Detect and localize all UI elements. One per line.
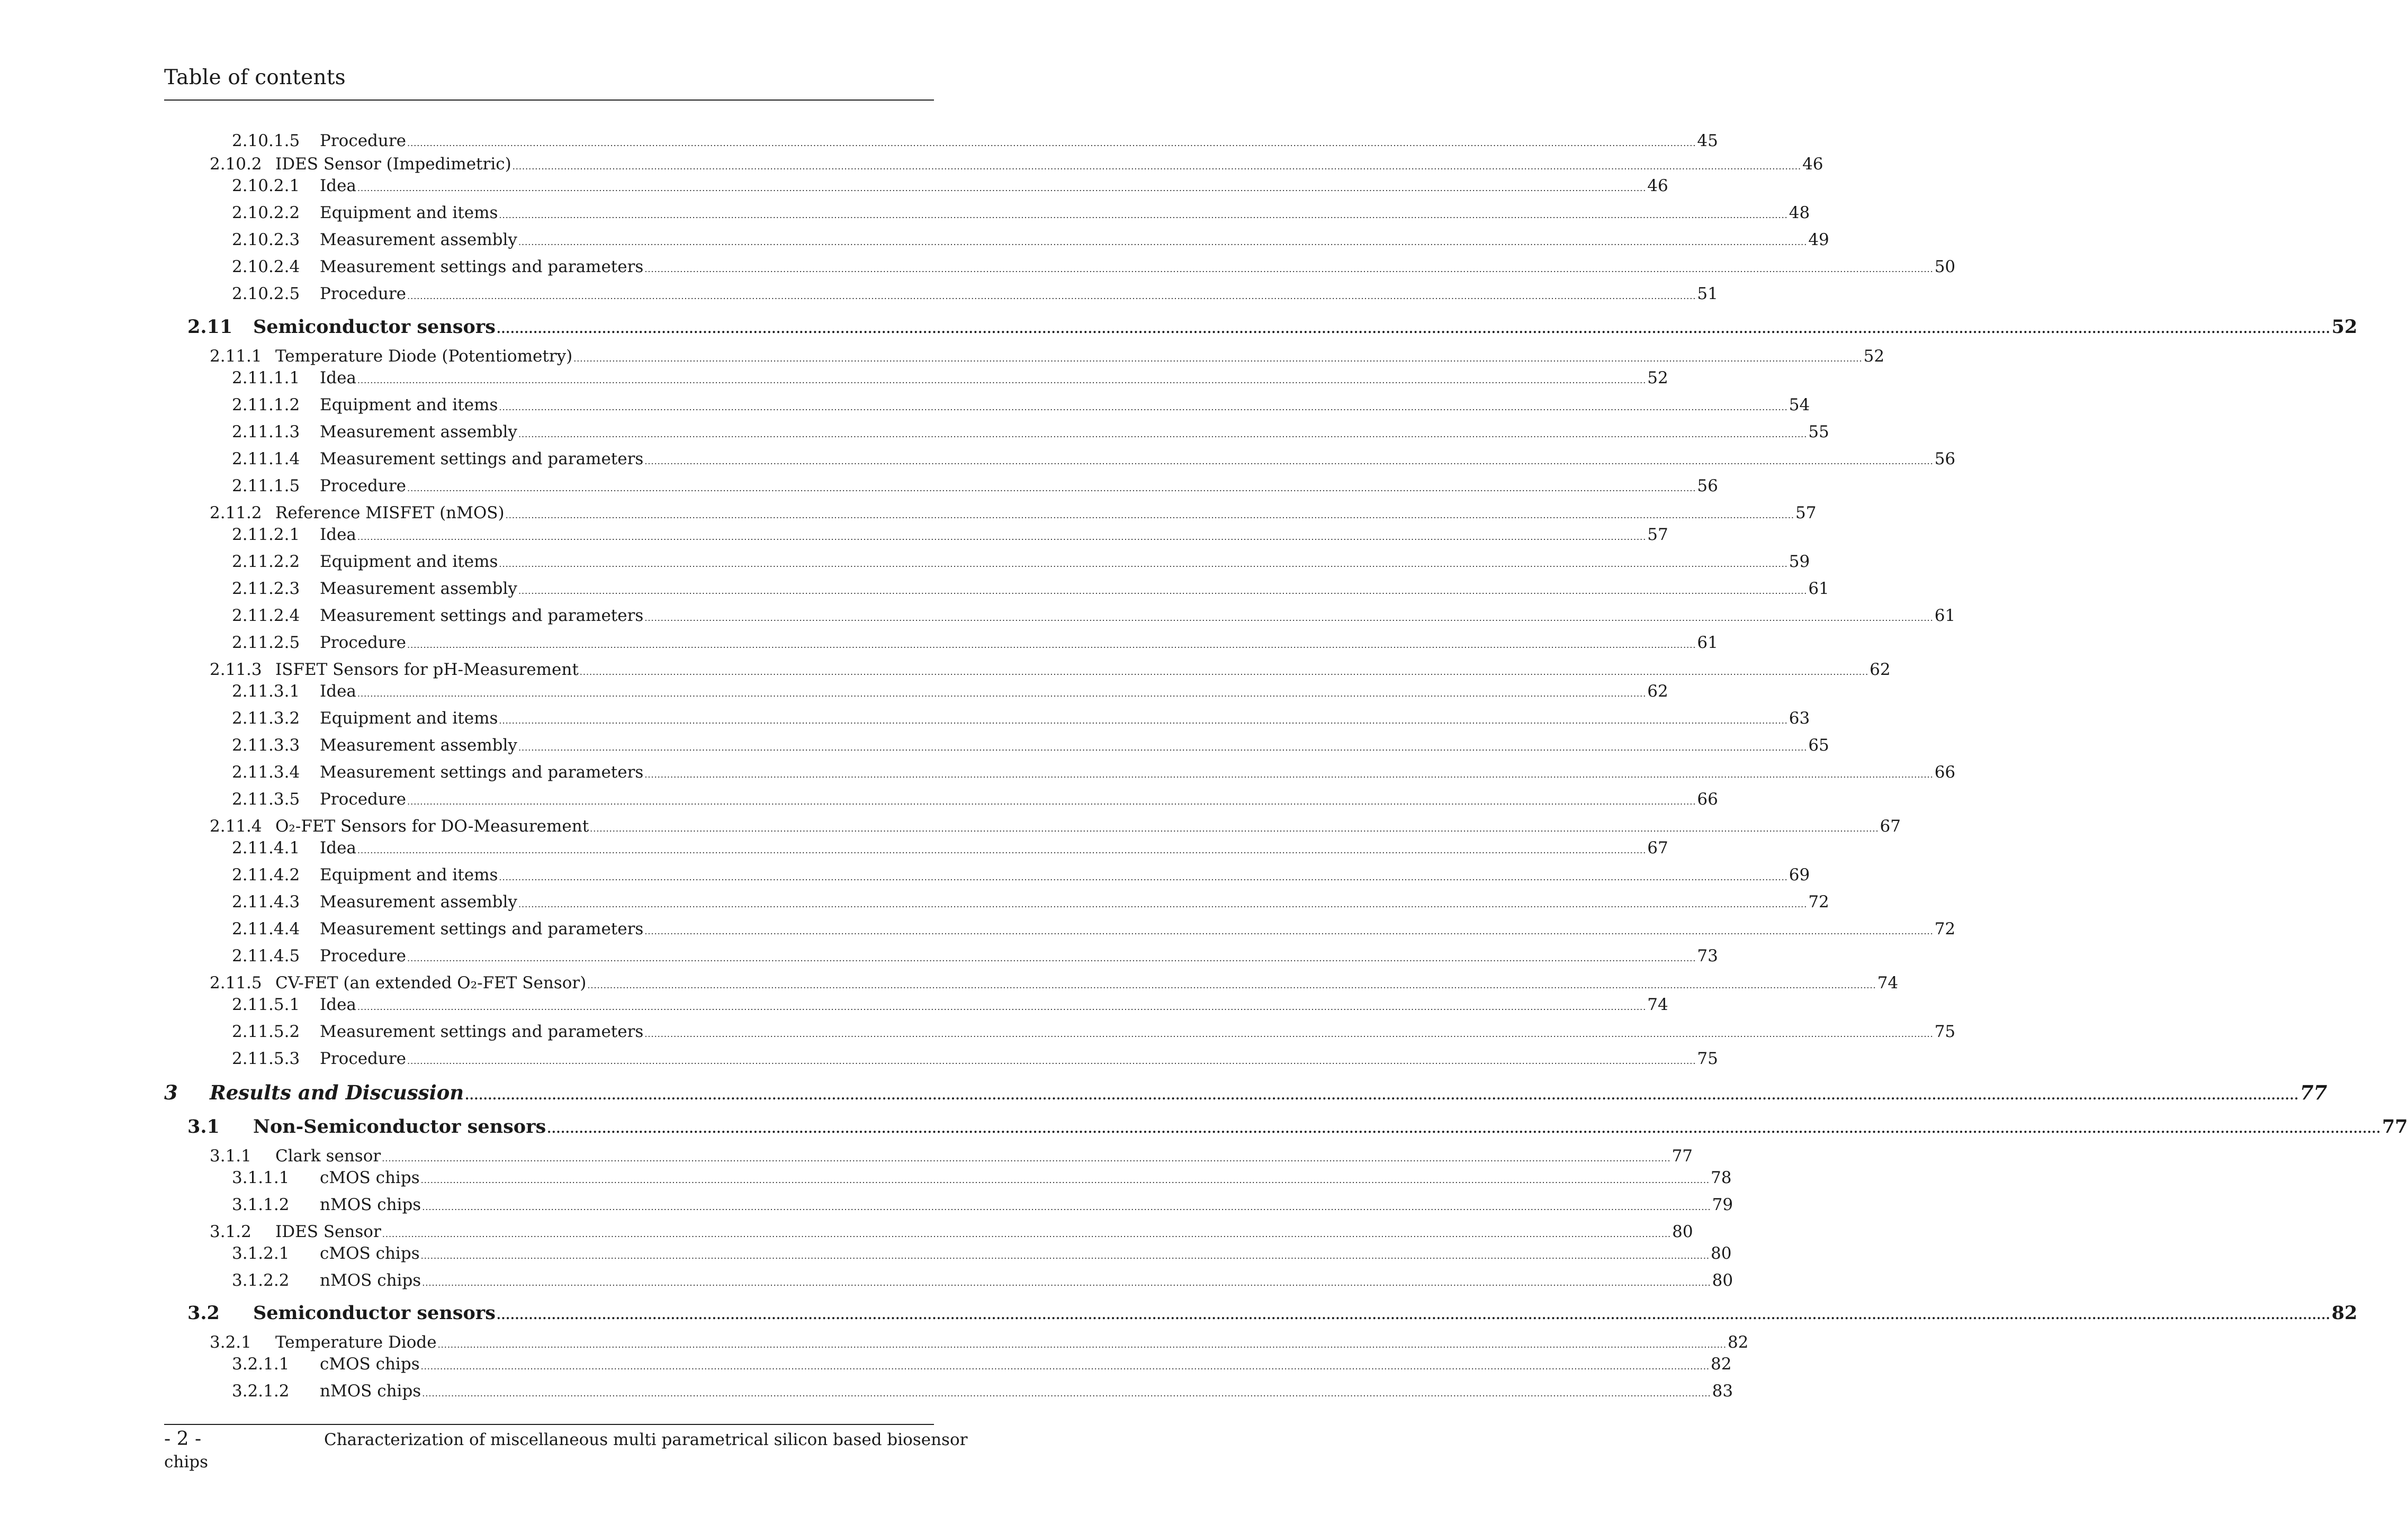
toc-entry-page-number: 49	[1808, 230, 1829, 249]
toc-entry[interactable]	[232, 838, 1668, 860]
toc-dot-leader: ................................................................................................................................................................................................................................................................................................................................................................................................................	[437, 1340, 1727, 1350]
toc-entry-title: Measurement settings and parameters	[320, 257, 644, 276]
toc-entry[interactable]	[232, 1195, 1733, 1216]
toc-entry[interactable]	[232, 995, 1668, 1016]
toc-entry-page-number: 80	[1672, 1222, 1693, 1241]
toc-entry-page-number: 52	[1863, 347, 1885, 366]
toc-entry-page-number: 45	[1697, 131, 1718, 150]
toc-entry-number: 2.11.4.1	[232, 838, 300, 858]
toc-entry-number: 2.11.1.3	[232, 422, 300, 441]
toc-entry-page-number: 75	[1697, 1049, 1718, 1068]
toc-entry[interactable]	[232, 1168, 1732, 1189]
toc-entry-title: cMOS chips	[320, 1168, 420, 1187]
toc-dot-leader: ................................................................................................................................................................................................................................................................................................................................................................................................................	[518, 429, 1808, 439]
toc-entry-title: Measurement settings and parameters	[320, 919, 644, 939]
toc-entry-page-number: 77	[1672, 1147, 1693, 1166]
toc-entry-page-number: 69	[1789, 865, 1810, 885]
toc-entry-title: Procedure	[320, 476, 407, 495]
toc-entry-number: 2.11.2.5	[232, 633, 300, 652]
toc-entry-number: 2.11.3.4	[232, 763, 300, 782]
toc-entry-title: nMOS chips	[320, 1382, 421, 1401]
footer-document-title: Characterization of miscellaneous multi parametrical silicon based biosensor	[324, 1430, 968, 1449]
toc-entry-page-number: 66	[1697, 790, 1718, 809]
toc-dot-leader: ................................................................................................................................................................................................................................................................................................................................................................................................................	[644, 770, 1934, 780]
toc-dot-leader: ................................................................................................................................................................................................................................................................................................................................................................................................................	[420, 1175, 1710, 1185]
toc-entry-title: Measurement settings and parameters	[320, 606, 644, 625]
toc-entry-title: Procedure	[320, 946, 407, 965]
toc-entry-title: CV-FET (an extended O₂-FET Sensor)	[275, 973, 587, 992]
toc-entry-page-number: 56	[1934, 449, 1956, 468]
toc-entry[interactable]	[232, 422, 1829, 444]
toc-dot-leader: ................................................................................................................................................................................................................................................................................................................................................................................................................	[499, 716, 1788, 726]
toc-entry-number: 2.10.2.4	[232, 257, 300, 276]
toc-entry[interactable]	[232, 476, 1718, 498]
toc-entry-title: Measurement assembly	[320, 230, 517, 249]
toc-entry-title: Measurement settings and parameters	[320, 763, 644, 782]
toc-entry-number: 2.11	[187, 316, 233, 338]
toc-entry-page-number: 80	[1710, 1244, 1732, 1263]
toc-entry-title: IDES Sensor (Impedimetric)	[275, 155, 511, 174]
toc-entry-number: 2.11.4.2	[232, 865, 300, 885]
toc-dot-leader: ................................................................................................................................................................................................................................................................................................................................................................................................................	[465, 1089, 2299, 1103]
toc-entry-number: 3.2.1.1	[232, 1355, 290, 1374]
toc-entry[interactable]	[210, 1222, 1693, 1243]
toc-entry[interactable]	[232, 633, 1718, 654]
toc-entry-title: Procedure	[320, 1049, 407, 1068]
toc-entry[interactable]	[232, 763, 1956, 784]
toc-entry-title: Measurement assembly	[320, 579, 517, 598]
toc-entry-title: Semiconductor sensors	[253, 1302, 496, 1324]
toc-entry-title: Equipment and items	[320, 395, 498, 414]
toc-entry-title: Idea	[320, 525, 356, 544]
toc-entry-number: 3.1.2	[210, 1222, 251, 1241]
toc-entry[interactable]	[164, 1081, 2328, 1106]
toc-entry[interactable]	[210, 1147, 1693, 1168]
toc-entry-number: 2.10.2.3	[232, 230, 300, 249]
toc-entry-page-number: 56	[1697, 476, 1718, 495]
toc-entry-page-number: 67	[1647, 838, 1668, 858]
toc-entry-number: 2.11.2	[210, 503, 262, 522]
toc-entry[interactable]	[232, 946, 1718, 968]
toc-entry-title: Idea	[320, 838, 356, 858]
toc-entry[interactable]	[232, 919, 1956, 941]
toc-dot-leader: ................................................................................................................................................................................................................................................................................................................................................................................................................	[382, 1153, 1671, 1163]
toc-dot-leader: ................................................................................................................................................................................................................................................................................................................................................................................................................	[496, 322, 2331, 336]
toc-entry[interactable]	[232, 790, 1718, 811]
toc-entry-number: 2.11.2.2	[232, 552, 300, 571]
toc-entry-number: 2.11.2.3	[232, 579, 300, 598]
footer-document-title-wrap: chips	[164, 1452, 208, 1472]
toc-entry-title: Temperature Diode	[275, 1333, 437, 1352]
toc-entry-page-number: 75	[1934, 1022, 1956, 1041]
toc-entry-title: Equipment and items	[320, 203, 498, 222]
toc-entry[interactable]	[232, 395, 1810, 417]
toc-entry-title: Measurement settings and parameters	[320, 449, 644, 468]
toc-entry-page-number: 77	[2382, 1116, 2408, 1138]
toc-entry[interactable]	[232, 1355, 1732, 1376]
toc-entry-number: 2.11.3	[210, 660, 262, 679]
toc-dot-leader: ................................................................................................................................................................................................................................................................................................................................................................................................................	[499, 210, 1788, 220]
toc-entry-title: Measurement assembly	[320, 422, 517, 441]
toc-entry-title: Idea	[320, 176, 356, 195]
toc-entry[interactable]	[232, 1022, 1956, 1043]
toc-dot-leader: ................................................................................................................................................................................................................................................................................................................................................................................................................	[518, 899, 1808, 909]
toc-entry-page-number: 57	[1795, 503, 1817, 522]
toc-dot-leader: ................................................................................................................................................................................................................................................................................................................................................................................................................	[579, 667, 1869, 677]
toc-entry-number: 2.11.1.2	[232, 395, 300, 414]
toc-entry-number: 2.10.2.1	[232, 176, 300, 195]
toc-dot-leader: ................................................................................................................................................................................................................................................................................................................................................................................................................	[644, 456, 1934, 466]
toc-entry[interactable]	[232, 552, 1810, 573]
toc-entry-title: Measurement settings and parameters	[320, 1022, 644, 1041]
toc-dot-leader: ................................................................................................................................................................................................................................................................................................................................................................................................................	[407, 138, 1696, 148]
toc-entry-number: 3	[164, 1081, 178, 1104]
toc-entry-page-number: 57	[1647, 525, 1668, 544]
toc-entry[interactable]	[232, 736, 1829, 757]
toc-entry-page-number: 80	[1712, 1271, 1733, 1290]
toc-entry-page-number: 65	[1808, 736, 1829, 755]
toc-entry-number: 2.11.2.4	[232, 606, 300, 625]
toc-entry[interactable]	[210, 347, 1885, 368]
toc-dot-leader: ................................................................................................................................................................................................................................................................................................................................................................................................................	[499, 559, 1788, 569]
toc-entry-page-number: 72	[1808, 892, 1829, 912]
toc-dot-leader: ................................................................................................................................................................................................................................................................................................................................................................................................................	[420, 1251, 1710, 1261]
toc-entry-page-number: 74	[1647, 995, 1668, 1014]
toc-entry[interactable]	[210, 503, 1817, 525]
toc-dot-leader: ................................................................................................................................................................................................................................................................................................................................................................................................................	[547, 1122, 2381, 1136]
toc-entry-number: 3.1.1	[210, 1147, 251, 1166]
toc-entry-page-number: 61	[1697, 633, 1718, 652]
toc-entry-number: 3.1.1.1	[232, 1168, 290, 1187]
toc-entry-number: 2.11.1.5	[232, 476, 300, 495]
toc-entry-page-number: 82	[1710, 1355, 1732, 1374]
toc-dot-leader: ................................................................................................................................................................................................................................................................................................................................................................................................................	[499, 872, 1788, 882]
toc-entry-number: 2.11.4	[210, 817, 262, 836]
toc-dot-leader: ................................................................................................................................................................................................................................................................................................................................................................................................................	[499, 402, 1788, 412]
toc-dot-leader: ................................................................................................................................................................................................................................................................................................................................................................................................................	[357, 845, 1647, 855]
toc-entry-number: 2.10.1.5	[232, 131, 300, 150]
toc-entry[interactable]	[232, 892, 1829, 914]
page-title: Table of contents	[164, 66, 346, 89]
footer-page-number: - 2 -	[164, 1428, 202, 1450]
toc-entry-title: Reference MISFET (nMOS)	[275, 503, 505, 522]
toc-dot-leader: ................................................................................................................................................................................................................................................................................................................................................................................................................	[518, 237, 1808, 247]
toc-entry-title: nMOS chips	[320, 1271, 421, 1290]
toc-entry-page-number: 46	[1647, 176, 1668, 195]
toc-entry-title: Procedure	[320, 131, 407, 150]
toc-entry-number: 2.11.1.1	[232, 368, 300, 387]
toc-entry-page-number: 61	[1808, 579, 1829, 598]
toc-entry-page-number: 82	[2331, 1302, 2358, 1324]
toc-entry-page-number: 55	[1808, 422, 1829, 441]
toc-dot-leader: ................................................................................................................................................................................................................................................................................................................................................................................................................	[518, 586, 1808, 596]
toc-entry-page-number: 67	[1880, 817, 1901, 836]
toc-entry-number: 2.11.4.5	[232, 946, 300, 965]
toc-entry-title: Idea	[320, 368, 356, 387]
toc-entry-page-number: 79	[1712, 1195, 1733, 1214]
toc-entry-page-number: 54	[1789, 395, 1810, 414]
toc-entry-title: Equipment and items	[320, 709, 498, 728]
toc-dot-leader: ................................................................................................................................................................................................................................................................................................................................................................................................................	[422, 1278, 1711, 1288]
toc-dot-leader: ................................................................................................................................................................................................................................................................................................................................................................................................................	[496, 1309, 2331, 1322]
toc-entry-page-number: 83	[1712, 1382, 1733, 1401]
toc-dot-leader: ................................................................................................................................................................................................................................................................................................................................................................................................................	[422, 1388, 1711, 1398]
toc-dot-leader: ................................................................................................................................................................................................................................................................................................................................................................................................................	[422, 1202, 1711, 1212]
toc-dot-leader: ................................................................................................................................................................................................................................................................................................................................................................................................................	[644, 926, 1934, 936]
toc-dot-leader: ................................................................................................................................................................................................................................................................................................................................................................................................................	[407, 640, 1696, 650]
toc-dot-leader: ................................................................................................................................................................................................................................................................................................................................................................................................................	[587, 980, 1876, 990]
toc-entry-number: 3.2.1.2	[232, 1382, 290, 1401]
toc-entry[interactable]	[232, 284, 1718, 305]
toc-entry-number: 2.11.4.3	[232, 892, 300, 912]
toc-entry[interactable]	[210, 155, 1823, 176]
toc-entry-number: 2.10.2.5	[232, 284, 300, 303]
toc-entry-number: 2.11.3.1	[232, 682, 300, 701]
toc-entry-number: 2.11.1.4	[232, 449, 300, 468]
toc-entry-title: Temperature Diode (Potentiometry)	[275, 347, 573, 366]
toc-dot-leader: ................................................................................................................................................................................................................................................................................................................................................................................................................	[357, 375, 1647, 385]
toc-dot-leader: ................................................................................................................................................................................................................................................................................................................................................................................................................	[357, 1002, 1647, 1012]
toc-entry[interactable]	[210, 817, 1901, 838]
toc-entry-title: Results and Discussion	[210, 1081, 464, 1104]
toc-entry-number: 2.11.5.2	[232, 1022, 300, 1041]
toc-entry-number: 3.2	[187, 1302, 220, 1324]
toc-entry-title: cMOS chips	[320, 1355, 420, 1374]
toc-entry-page-number: 73	[1697, 946, 1718, 965]
toc-entry[interactable]	[232, 709, 1810, 730]
toc-entry-number: 2.11.1	[210, 347, 262, 366]
toc-entry[interactable]	[232, 1271, 1733, 1292]
toc-entry-page-number: 66	[1934, 763, 1956, 782]
toc-entry-page-number: 48	[1789, 203, 1810, 222]
toc-entry-title: Measurement assembly	[320, 736, 517, 755]
toc-entry-title: Idea	[320, 995, 356, 1014]
toc-dot-leader: ................................................................................................................................................................................................................................................................................................................................................................................................................	[644, 1029, 1934, 1039]
toc-dot-leader: ................................................................................................................................................................................................................................................................................................................................................................................................................	[573, 354, 1863, 364]
toc-entry[interactable]	[232, 606, 1956, 627]
toc-dot-leader: ................................................................................................................................................................................................................................................................................................................................................................................................................	[512, 161, 1802, 172]
toc-entry-title: nMOS chips	[320, 1195, 421, 1214]
toc-entry-title: IDES Sensor	[275, 1222, 381, 1241]
toc-entry-page-number: 46	[1802, 155, 1823, 174]
toc-entry-title: ISFET Sensors for pH-Measurement	[275, 660, 579, 679]
toc-dot-leader: ................................................................................................................................................................................................................................................................................................................................................................................................................	[590, 824, 1879, 834]
toc-entry-page-number: 51	[1697, 284, 1718, 303]
toc-entry-number: 3.1	[187, 1116, 220, 1138]
toc-entry-number: 2.11.4.4	[232, 919, 300, 939]
toc-entry-title: Procedure	[320, 633, 407, 652]
toc-dot-leader: ................................................................................................................................................................................................................................................................................................................................................................................................................	[644, 264, 1934, 274]
toc-entry-page-number: 62	[1870, 660, 1891, 679]
page-footer	[164, 1424, 968, 1472]
toc-entry[interactable]	[232, 1382, 1733, 1403]
toc-dot-leader: ................................................................................................................................................................................................................................................................................................................................................................................................................	[407, 1056, 1696, 1066]
toc-entry-page-number: 72	[1934, 919, 1956, 939]
toc-entry-number: 2.10.2.2	[232, 203, 300, 222]
toc-entry-page-number: 50	[1934, 257, 1956, 276]
toc-dot-leader: ................................................................................................................................................................................................................................................................................................................................................................................................................	[518, 743, 1808, 753]
toc-entry-title: O₂-FET Sensors for DO-Measurement	[275, 817, 589, 836]
toc-dot-leader: ................................................................................................................................................................................................................................................................................................................................................................................................................	[357, 689, 1647, 699]
toc-entry-page-number: 78	[1710, 1168, 1732, 1187]
toc-entry-title: Procedure	[320, 284, 407, 303]
toc-entry-number: 3.1.2.1	[232, 1244, 290, 1263]
toc-entry-title: Semiconductor sensors	[253, 316, 496, 338]
toc-entry[interactable]	[187, 1116, 2408, 1140]
toc-entry[interactable]	[187, 1302, 2358, 1327]
toc-entry-title: Equipment and items	[320, 865, 498, 885]
toc-entry[interactable]	[187, 316, 2358, 340]
toc-entry-page-number: 63	[1789, 709, 1810, 728]
toc-entry-page-number: 52	[2331, 316, 2358, 338]
toc-entry[interactable]	[232, 368, 1668, 390]
toc-dot-leader: ................................................................................................................................................................................................................................................................................................................................................................................................................	[382, 1229, 1672, 1239]
toc-entry-title: Equipment and items	[320, 552, 498, 571]
toc-entry-number: 2.11.3.5	[232, 790, 300, 809]
toc-entry-page-number: 52	[1647, 368, 1668, 387]
toc-entry[interactable]	[232, 449, 1956, 471]
toc-entry-number: 3.1.1.2	[232, 1195, 290, 1214]
toc-entry-page-number: 61	[1934, 606, 1956, 625]
toc-entry[interactable]	[232, 865, 1810, 887]
toc-entry[interactable]	[232, 230, 1829, 251]
toc-dot-leader: ................................................................................................................................................................................................................................................................................................................................................................................................................	[420, 1361, 1710, 1371]
toc-entry[interactable]	[232, 579, 1829, 600]
toc-entry[interactable]	[210, 660, 1891, 681]
toc-entry-number: 3.2.1	[210, 1333, 251, 1352]
toc-entry[interactable]	[232, 1049, 1718, 1070]
toc-entry[interactable]	[232, 682, 1668, 703]
toc-dot-leader: ................................................................................................................................................................................................................................................................................................................................................................................................................	[407, 797, 1696, 807]
toc-entry[interactable]	[232, 525, 1668, 546]
toc-entry-number: 2.11.5	[210, 973, 262, 992]
toc-dot-leader: ................................................................................................................................................................................................................................................................................................................................................................................................................	[357, 532, 1647, 542]
toc-entry[interactable]	[232, 1244, 1732, 1265]
toc-entry[interactable]	[210, 1333, 1749, 1354]
toc-dot-leader: ................................................................................................................................................................................................................................................................................................................................................................................................................	[407, 291, 1696, 301]
toc-entry[interactable]	[232, 203, 1810, 224]
toc-dot-leader: ................................................................................................................................................................................................................................................................................................................................................................................................................	[644, 613, 1934, 623]
toc-entry-number: 2.11.5.1	[232, 995, 300, 1014]
toc-entry[interactable]	[232, 131, 1718, 152]
toc-dot-leader: ................................................................................................................................................................................................................................................................................................................................................................................................................	[407, 483, 1696, 493]
toc-entry-page-number: 74	[1877, 973, 1899, 992]
toc-entry-title: Idea	[320, 682, 356, 701]
toc-entry-title: Procedure	[320, 790, 407, 809]
toc-entry[interactable]	[210, 973, 1899, 995]
toc-entry-number: 2.11.3.3	[232, 736, 300, 755]
toc-entry-page-number: 62	[1647, 682, 1668, 701]
toc-entry-page-number: 82	[1727, 1333, 1749, 1352]
toc-entry-number: 2.10.2	[210, 155, 262, 174]
toc-entry-title: cMOS chips	[320, 1244, 420, 1263]
toc-entry-title: Non-Semiconductor sensors	[253, 1116, 546, 1138]
toc-entry-title: Clark sensor	[275, 1147, 381, 1166]
toc-entry-title: Measurement assembly	[320, 892, 517, 912]
toc-entry-number: 2.11.5.3	[232, 1049, 300, 1068]
toc-entry-number: 3.1.2.2	[232, 1271, 290, 1290]
toc-dot-leader: ................................................................................................................................................................................................................................................................................................................................................................................................................	[407, 953, 1696, 963]
toc-dot-leader: ................................................................................................................................................................................................................................................................................................................................................................................................................	[357, 183, 1647, 193]
toc-entry-page-number: 77	[2299, 1081, 2328, 1104]
toc-dot-leader: ................................................................................................................................................................................................................................................................................................................................................................................................................	[505, 510, 1795, 520]
toc-entry[interactable]	[232, 176, 1668, 197]
toc-entry-page-number: 59	[1789, 552, 1810, 571]
toc-entry-number: 2.11.2.1	[232, 525, 300, 544]
toc-entry[interactable]	[232, 257, 1956, 278]
toc-entry-number: 2.11.3.2	[232, 709, 300, 728]
